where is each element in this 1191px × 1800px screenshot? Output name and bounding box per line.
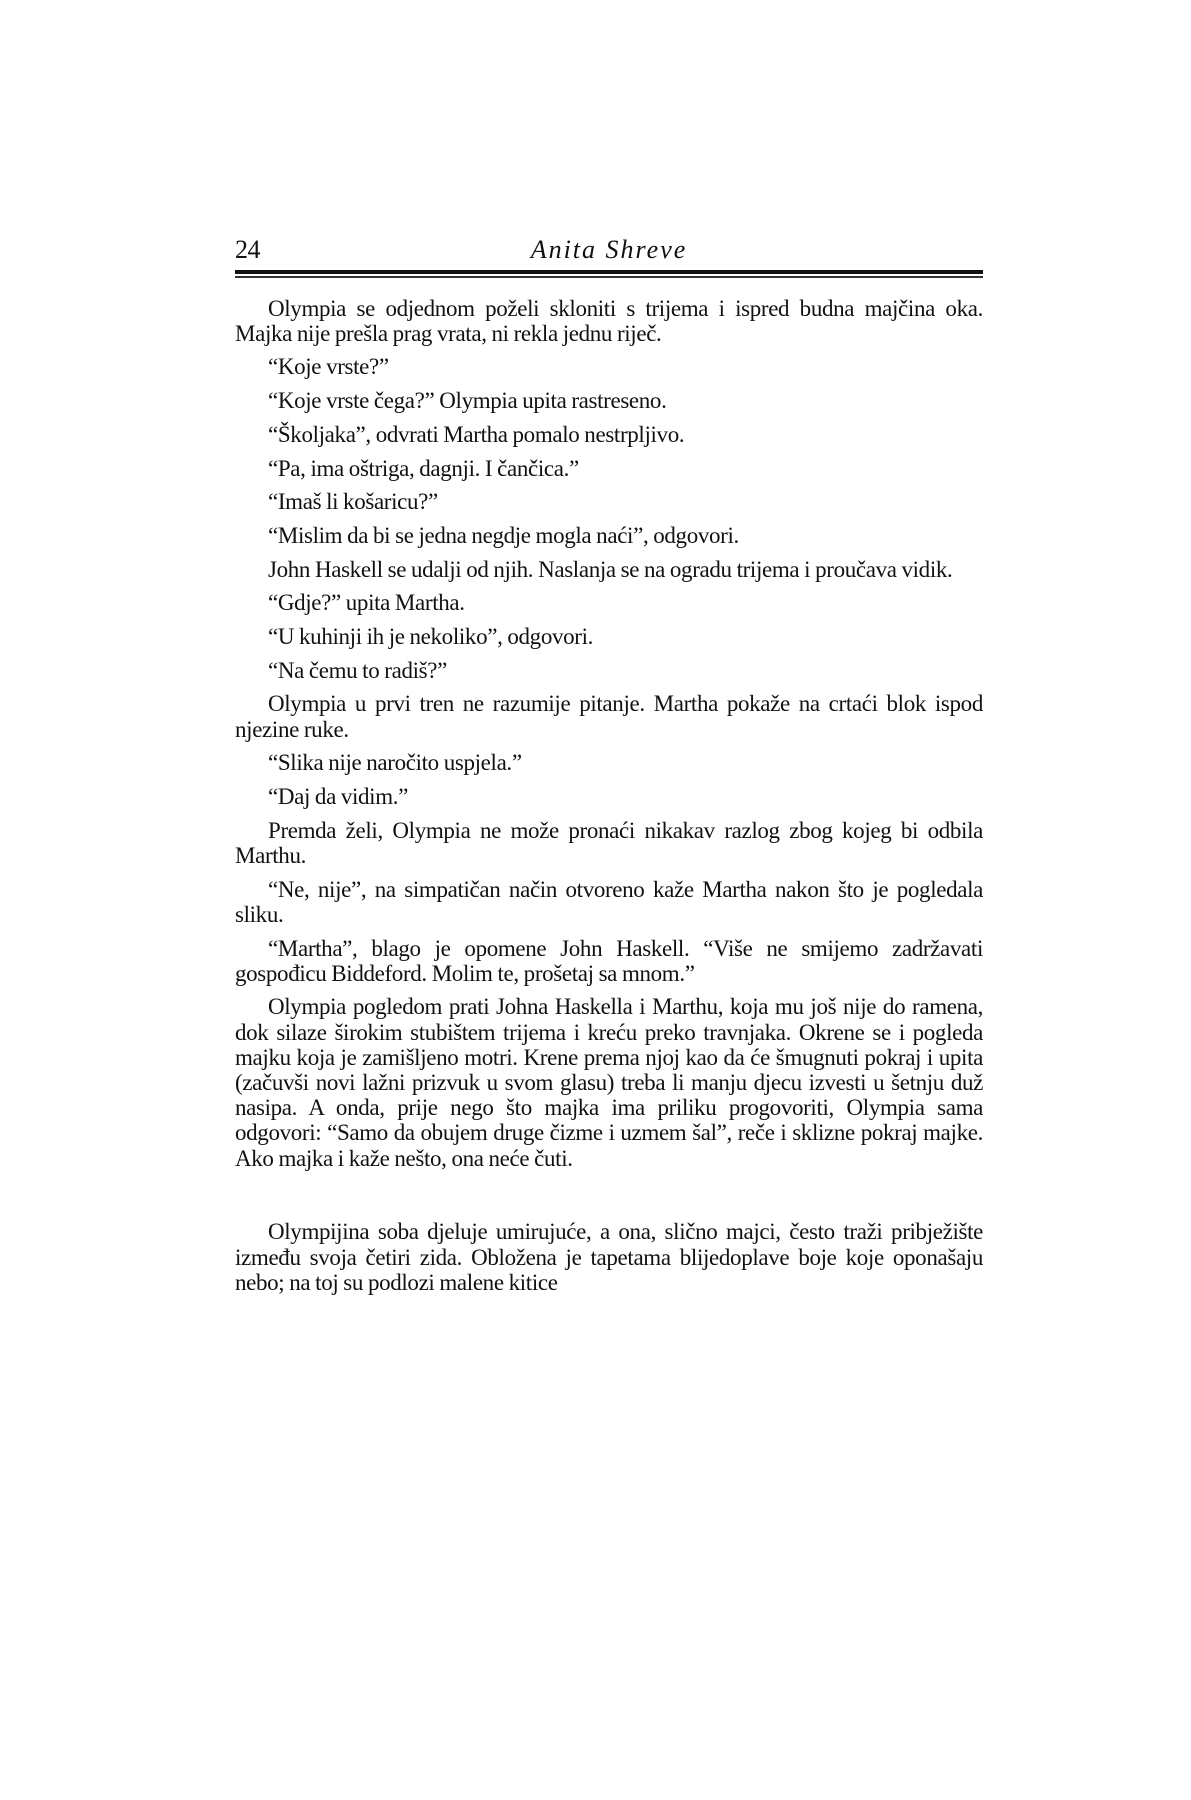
running-head-author: Anita Shreve: [530, 235, 688, 264]
paragraph: Olympia se odjednom poželi skloniti s trijema i ispred budna majčina oka. Majka nije prešla prag vrata, ni rekla jednu riječ.: [235, 295, 983, 346]
body-text: [235, 296, 983, 1296]
paragraph: “Martha”, blago je opomene John Haskell. “Više ne smijemo zadržavati gospođicu Biddeford. Molim te, prošetaj sa mnom.”: [235, 935, 983, 986]
paragraph: “Koje vrste čega?” Olympia upita rastreseno.: [268, 388, 667, 414]
header-rule-thin: [235, 276, 983, 278]
paragraph: John Haskell se udalji od njih. Naslanja se na ogradu trijema i proučava vidik.: [268, 556, 953, 582]
paragraph: “Gdje?” upita Martha.: [268, 590, 465, 616]
paragraph: “Imaš li košaricu?”: [268, 489, 438, 515]
page-number: 24: [235, 235, 260, 264]
paragraph: “Koje vrste?”: [268, 354, 389, 380]
paragraph: Olympia pogledom prati Johna Haskella i Marthu, koja mu još nije do ramena, dok silaze širokim stubištem trijema i kreću preko travnjaka. Okrene se i pogleda majku koja je zamišljeno motri. Krene prema njoj kao da će šmugnuti pokraj i upita (začuvši novi lažni prizvuk u svom glasu) treba li manju djecu izvesti u šetnju duž nasipa. A onda, prije nego što majka ima priliku progovoriti, Olympia sama odgovori: “Samo da obujem druge čizme i uzmem šal”, reče i sklizne pokraj majke. Ako majka i kaže nešto, ona neće čuti.: [235, 994, 983, 1171]
paragraph: “Slika nije naročito uspjela.”: [268, 750, 522, 776]
paragraph: “Mislim da bi se jedna negdje mogla naći”, odgovori.: [268, 522, 739, 548]
paragraph: Olympia u prvi tren ne razumije pitanje. Martha pokaže na crtaći blok ispod njezine ruke.: [235, 691, 983, 742]
header-rule-thick: [235, 270, 983, 274]
paragraph: “Ne, nije”, na simpatičan način otvoreno kaže Martha nakon što je pogledala sliku.: [235, 876, 983, 927]
section-break: [235, 1179, 983, 1219]
paragraph: “Daj da vidim.”: [268, 784, 409, 810]
paragraph: Olympijina soba djeluje umirujuće, a ona, slično majci, često traži pribježište između svoja četiri zida. Obložena je tapetama blijedoplave boje koje oponašaju nebo; na toj su podlozi malene kitice: [235, 1219, 983, 1295]
paragraph: “U kuhinji ih je nekoliko”, odgovori.: [268, 624, 594, 650]
running-head: [235, 232, 983, 268]
paragraph: “Školjaka”, odvrati Martha pomalo nestrpljivo.: [268, 421, 685, 447]
paragraph: “Na čemu to radiš?”: [268, 657, 447, 683]
paragraph: “Pa, ima oštriga, dagnji. I čančica.”: [268, 455, 579, 481]
book-page: [235, 232, 983, 1304]
paragraph: Premda želi, Olympia ne može pronaći nikakav razlog zbog kojeg bi odbila Marthu.: [235, 817, 983, 868]
